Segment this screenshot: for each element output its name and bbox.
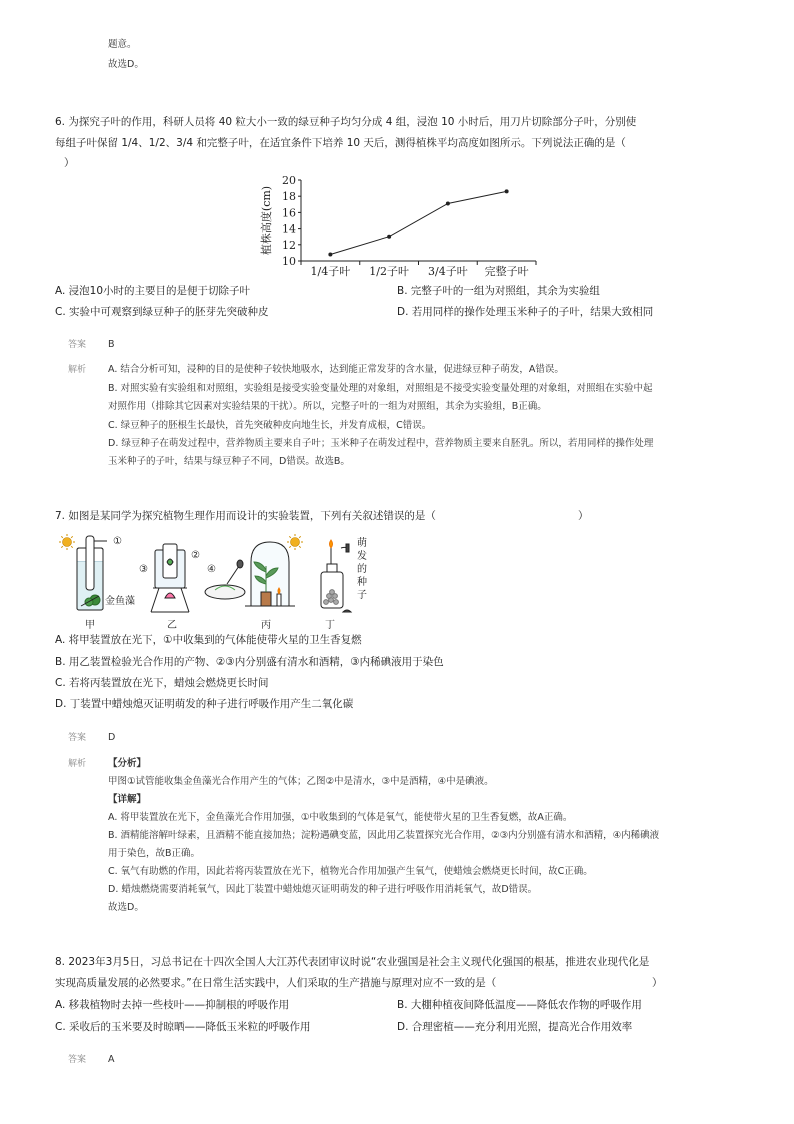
q7-option-d[interactable]: D. 丁装置中蜡烛熄灭证明萌发的种子进行呼吸作用产生二氧化碳	[55, 698, 354, 710]
q7-stem-bracket: ）	[578, 510, 589, 522]
x-tick-label: 1/2子叶	[369, 265, 409, 278]
label-circle-1: ①	[113, 536, 122, 547]
q8-stem-line2: 实现高质量发展的必然要求。”在日常生活实践中，人们采取的生产措施与原理对应不一致的是（	[55, 977, 497, 989]
label-bing: 丙	[261, 620, 271, 631]
x-tick-label: 1/4子叶	[310, 265, 351, 278]
q6-line-chart	[256, 170, 546, 282]
q6-stem-line3: ）	[64, 157, 75, 169]
y-tick-label: 14	[282, 222, 296, 236]
label-circle-4: ④	[207, 564, 216, 575]
y-tick-label: 10	[282, 255, 296, 268]
q6-answer: B	[108, 339, 115, 350]
sun-icon	[287, 534, 303, 550]
apparatus-ding	[321, 540, 351, 612]
q6-answer-tag: 答案	[68, 340, 87, 350]
label-circle-3: ③	[139, 564, 148, 575]
q6-explanation-line: C. 绿豆种子的胚根生长最快，首先突破种皮向地生长，并发育成根，C错误。	[108, 420, 432, 431]
q8-option-d[interactable]: D. 合理密植——充分利用光照，提高光合作用效率	[397, 1021, 633, 1033]
q7-explanation-line: 甲图①试管能收集金鱼藻光合作用产生的气体；乙图②中是清水，③中是酒精，④中是碘液。	[108, 776, 494, 787]
goldfish-weed-label: 金鱼藻	[105, 596, 135, 607]
q6-explanation-line: 对照作用（排除其它因素对实验结果的干扰）。所以，完整子叶的一组为对照组，其余为实验组，B正确。	[108, 401, 547, 412]
label-yi: 乙	[167, 620, 177, 631]
q7-explanation-line: A. 将甲装置放在光下，金鱼藻光合作用加强，①中收集到的气体是氧气，能使带火星的卫生香复燃，故A正确。	[108, 812, 573, 823]
y-axis-label: 植株高度(cm)	[260, 185, 273, 256]
q8-option-a[interactable]: A. 移栽植物时去掉一些枝叶——抑制根的呼吸作用	[55, 999, 290, 1011]
q8-answer-tag: 答案	[68, 1055, 87, 1065]
q8-answer: A	[108, 1054, 115, 1065]
q6-explanation-line: A. 结合分析可知，浸种的目的是使种子较快地吸水，达到能正常发芽的含水量，促进绿豆种子萌发，A错误。	[108, 364, 564, 375]
x-tick-label: 3/4子叶	[428, 265, 468, 278]
q6-option-b[interactable]: B. 完整子叶的一组为对照组，其余为实验组	[397, 285, 600, 297]
svg-text:发: 发	[357, 551, 367, 562]
q7-experiment-figure	[55, 532, 385, 632]
apparatus-yi	[151, 544, 189, 612]
q8-option-c[interactable]: C. 采收后的玉米要及时晾晒——降低玉米粒的呼吸作用	[55, 1021, 311, 1033]
q7-answer: D	[108, 732, 116, 743]
sun-icon	[59, 534, 75, 550]
data-point	[505, 189, 509, 193]
germinating-seed-label	[357, 536, 367, 601]
q6-stem-line1: 6. 为探究子叶的作用，科研人员将 40 粒大小一致的绿豆种子均匀分成 4 组，浸泡 10 小时后，用刀片切除部分子叶，分别使	[55, 116, 637, 128]
q6-option-d[interactable]: D. 若用同样的操作处理玉米种子的子叶，结果大致相同	[397, 306, 654, 318]
q7-explanation-line: B. 酒精能溶解叶绿素，且酒精不能直接加热；淀粉遇碘变蓝，因此用乙装置探究光合作用，②③内分别盛有清水和酒精，④内稀碘液	[108, 830, 660, 841]
y-tick-label: 20	[282, 174, 296, 187]
apparatus-bing	[245, 542, 295, 606]
q6-option-a[interactable]: A. 浸泡10小时的主要目的是便于切除子叶	[55, 285, 251, 297]
prev-explanation-line: 题意。	[108, 39, 137, 50]
q6-explanation-line: B. 对照实验有实验组和对照组，实验组是接受实验变量处理的对象组，对照组是不接受实验变量处理的对象组，对照组在实验中起	[108, 383, 653, 394]
apparatus-jia	[77, 536, 107, 610]
svg-text:萌: 萌	[357, 538, 367, 549]
label-ding: 丁	[325, 620, 335, 631]
q7-explanation-line: 用于染色，故B正确。	[108, 848, 201, 859]
data-point	[387, 235, 391, 239]
y-tick-label: 12	[282, 238, 296, 252]
q7-stem-line1: 7. 如图是某同学为探究植物生理作用而设计的实验装置，下列有关叙述错误的是（	[55, 510, 436, 522]
q6-explanation-tag: 解析	[68, 365, 87, 375]
svg-text:种: 种	[357, 577, 367, 588]
q8-stem-line1: 8. 2023年3月5日，习总书记在十四次全国人大江苏代表团审议时说“农业强国是社会主义现代化强国的根基，推进农业现代化是	[55, 956, 650, 968]
q7-explanation-tag: 解析	[68, 759, 87, 769]
svg-text:的: 的	[357, 564, 367, 575]
q7-detail-heading: 【详解】	[108, 794, 147, 805]
q7-answer-tag: 答案	[68, 733, 87, 743]
data-point	[446, 201, 450, 205]
x-tick-label: 完整子叶	[484, 265, 529, 278]
q7-analysis-heading: 【分析】	[108, 758, 147, 769]
prev-answer-line: 故选D。	[108, 59, 144, 70]
data-point	[328, 253, 332, 257]
q7-explanation-line: D. 蜡烛燃烧需要消耗氧气，因此丁装置中蜡烛熄灭证明萌发的种子进行呼吸作用消耗氧气，故D错误。	[108, 884, 538, 895]
q7-option-a[interactable]: A. 将甲装置放在光下，①中收集到的气体能使带火星的卫生香复燃	[55, 634, 362, 646]
label-jia: 甲	[85, 620, 95, 631]
y-tick-label: 16	[282, 206, 296, 220]
q7-explanation-line: 故选D。	[108, 902, 144, 913]
q6-stem-line2: 每组子叶保留 1/4、1/2、3/4 和完整子叶，在适宜条件下培养 10 天后，测得植株平均高度如图所示。下列说法正确的是（	[55, 137, 626, 149]
q8-stem-bracket: ）	[652, 977, 663, 989]
y-tick-label: 18	[282, 190, 296, 204]
label-circle-2: ②	[191, 550, 200, 561]
q7-option-b[interactable]: B. 用乙装置检验光合作用的产物、②③内分别盛有清水和酒精，③内稀碘液用于染色	[55, 656, 444, 668]
series-line	[330, 191, 506, 254]
q6-option-c[interactable]: C. 实验中可观察到绿豆种子的胚芽先突破种皮	[55, 306, 269, 318]
q6-explanation-line: 玉米种子的子叶，结果与绿豆种子不同，D错误。故选B。	[108, 456, 350, 467]
q7-option-c[interactable]: C. 若将丙装置放在光下，蜡烛会燃烧更长时间	[55, 677, 269, 689]
q7-explanation-line: C. 氧气有助燃的作用，因此若将丙装置放在光下，植物光合作用加强产生氧气，使蜡烛会燃烧更长时间，故C正确。	[108, 866, 593, 877]
q6-explanation-line: D. 绿豆种子在萌发过程中，营养物质主要来自子叶；玉米种子在萌发过程中，营养物质主要来自胚乳。所以，若用同样的操作处理	[108, 438, 654, 449]
q8-option-b[interactable]: B. 大棚种植夜间降低温度——降低农作物的呼吸作用	[397, 999, 642, 1011]
svg-text:子: 子	[357, 590, 367, 601]
